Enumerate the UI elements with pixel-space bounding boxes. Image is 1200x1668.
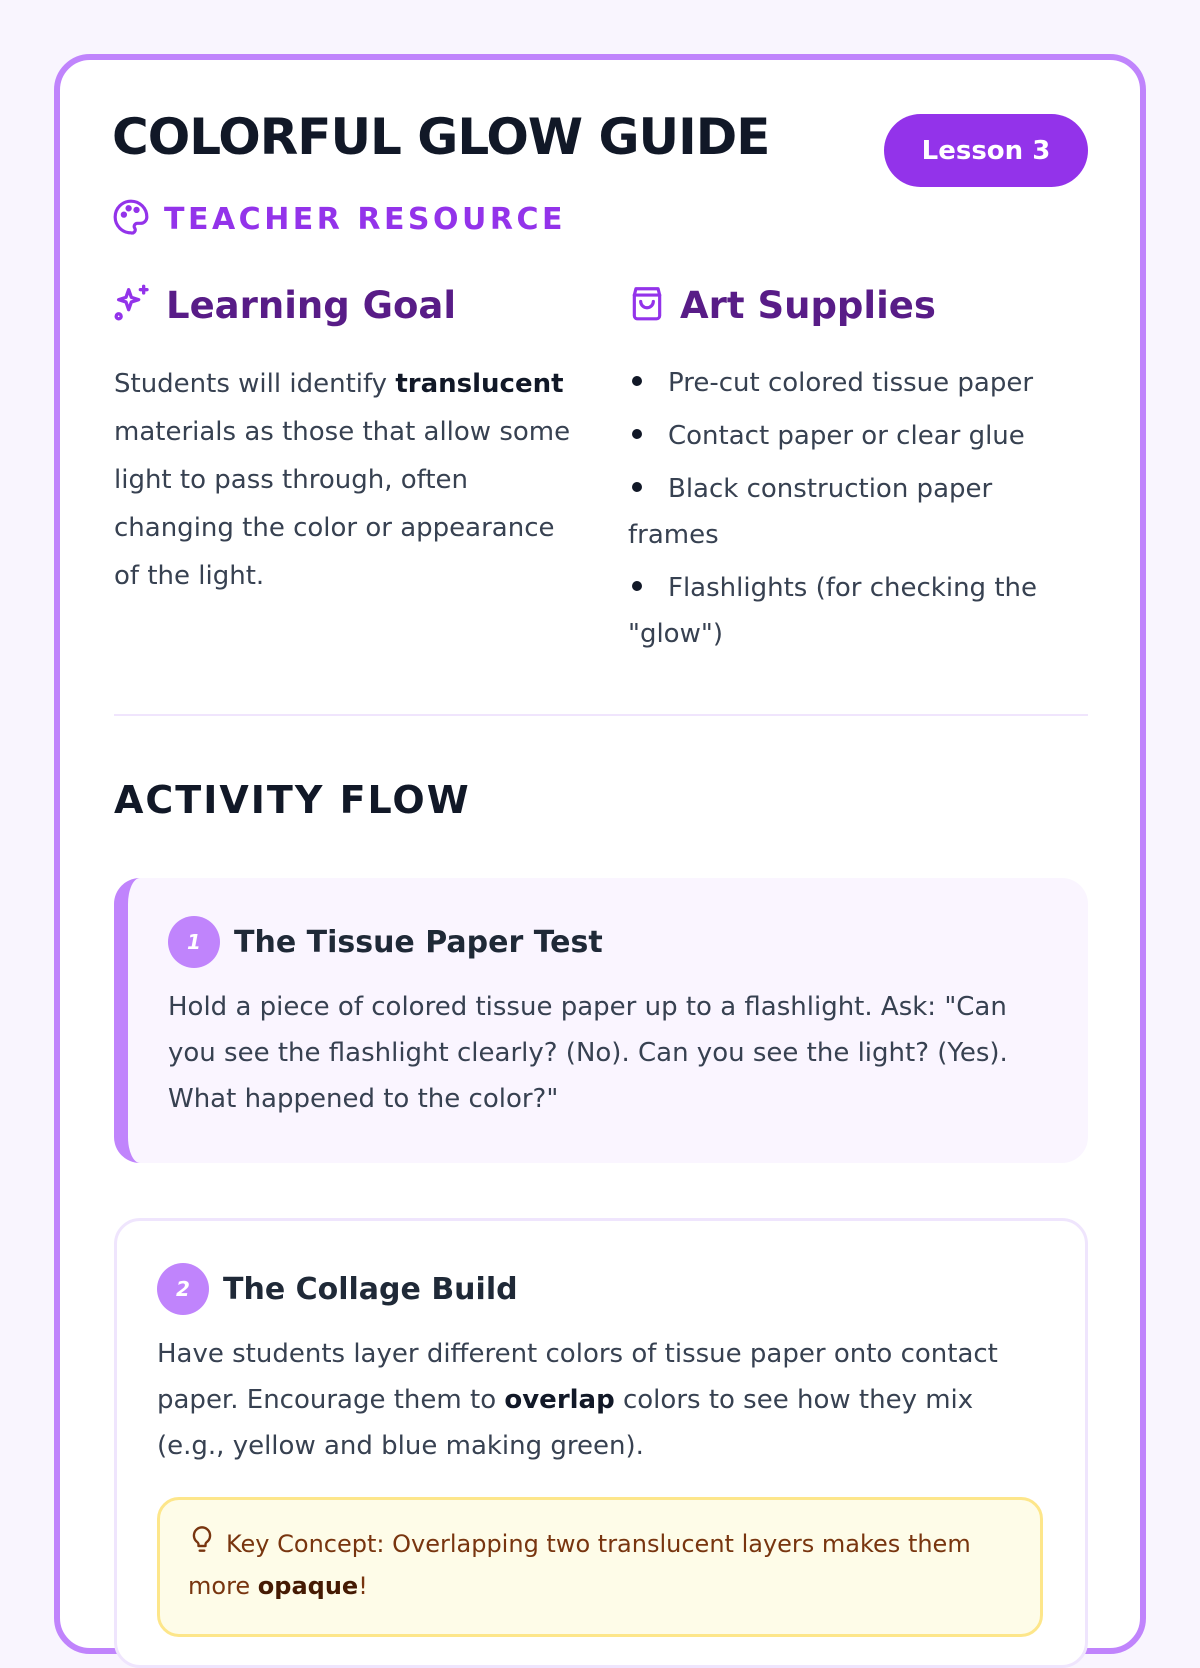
activity-flow-heading: ACTIVITY FLOW [114, 778, 471, 822]
art-supplies-heading: Art Supplies [680, 283, 936, 327]
step-body: Hold a piece of colored tissue paper up to a flashlight. Ask: "Can you see the flashlight clearly? (No). Can you see the light? (Yes). What happened to the color?" [168, 992, 1008, 1114]
key-concept-callout: Key Concept: Overlapping two translucent layers makes them more opaque! [157, 1497, 1043, 1637]
sparkles-icon [112, 283, 152, 327]
list-item: Pre-cut colored tissue paper [628, 360, 1088, 406]
list-item: Contact paper or clear glue [628, 413, 1088, 459]
step-body: Have students layer different colors of tissue paper onto contact paper. Encourage them to overlap colors to see how they mix (e.g., yellow and blue making green). [157, 1339, 998, 1461]
step-card-2 [114, 1218, 1088, 1668]
lesson-badge: Lesson 3 [884, 114, 1088, 187]
step-header [168, 916, 603, 968]
step-number-badge: 1 [168, 916, 220, 968]
palette-icon [112, 198, 150, 240]
shopping-bag-icon [628, 283, 666, 327]
subtitle-row [112, 198, 566, 240]
divider [114, 714, 1088, 716]
lightbulb-icon [188, 1524, 216, 1566]
page-title: COLORFUL GLOW GUIDE [112, 108, 770, 166]
step-keyword: overlap [504, 1385, 615, 1415]
list-item: Black construction paper frames [628, 474, 993, 550]
learning-goal-heading: Learning Goal [166, 283, 457, 327]
step-title: The Collage Build [223, 1271, 518, 1307]
step-header [157, 1263, 518, 1315]
goal-keyword: translucent [395, 369, 564, 399]
concept-keyword: opaque [257, 1572, 359, 1600]
learning-goal-header [112, 283, 456, 327]
subtitle: TEACHER RESOURCE [164, 201, 567, 237]
supplies-list [628, 360, 1088, 664]
step-card-1 [114, 878, 1088, 1163]
learning-goal-text: Students will identify translucent materials as those that allow some light to pass through, often changing the color or appearance of the light. [114, 369, 571, 591]
list-item: Flashlights (for checking the "glow") [628, 573, 1037, 649]
step-number-badge: 2 [157, 1263, 209, 1315]
art-supplies-header [628, 283, 936, 327]
step-title: The Tissue Paper Test [234, 924, 603, 960]
